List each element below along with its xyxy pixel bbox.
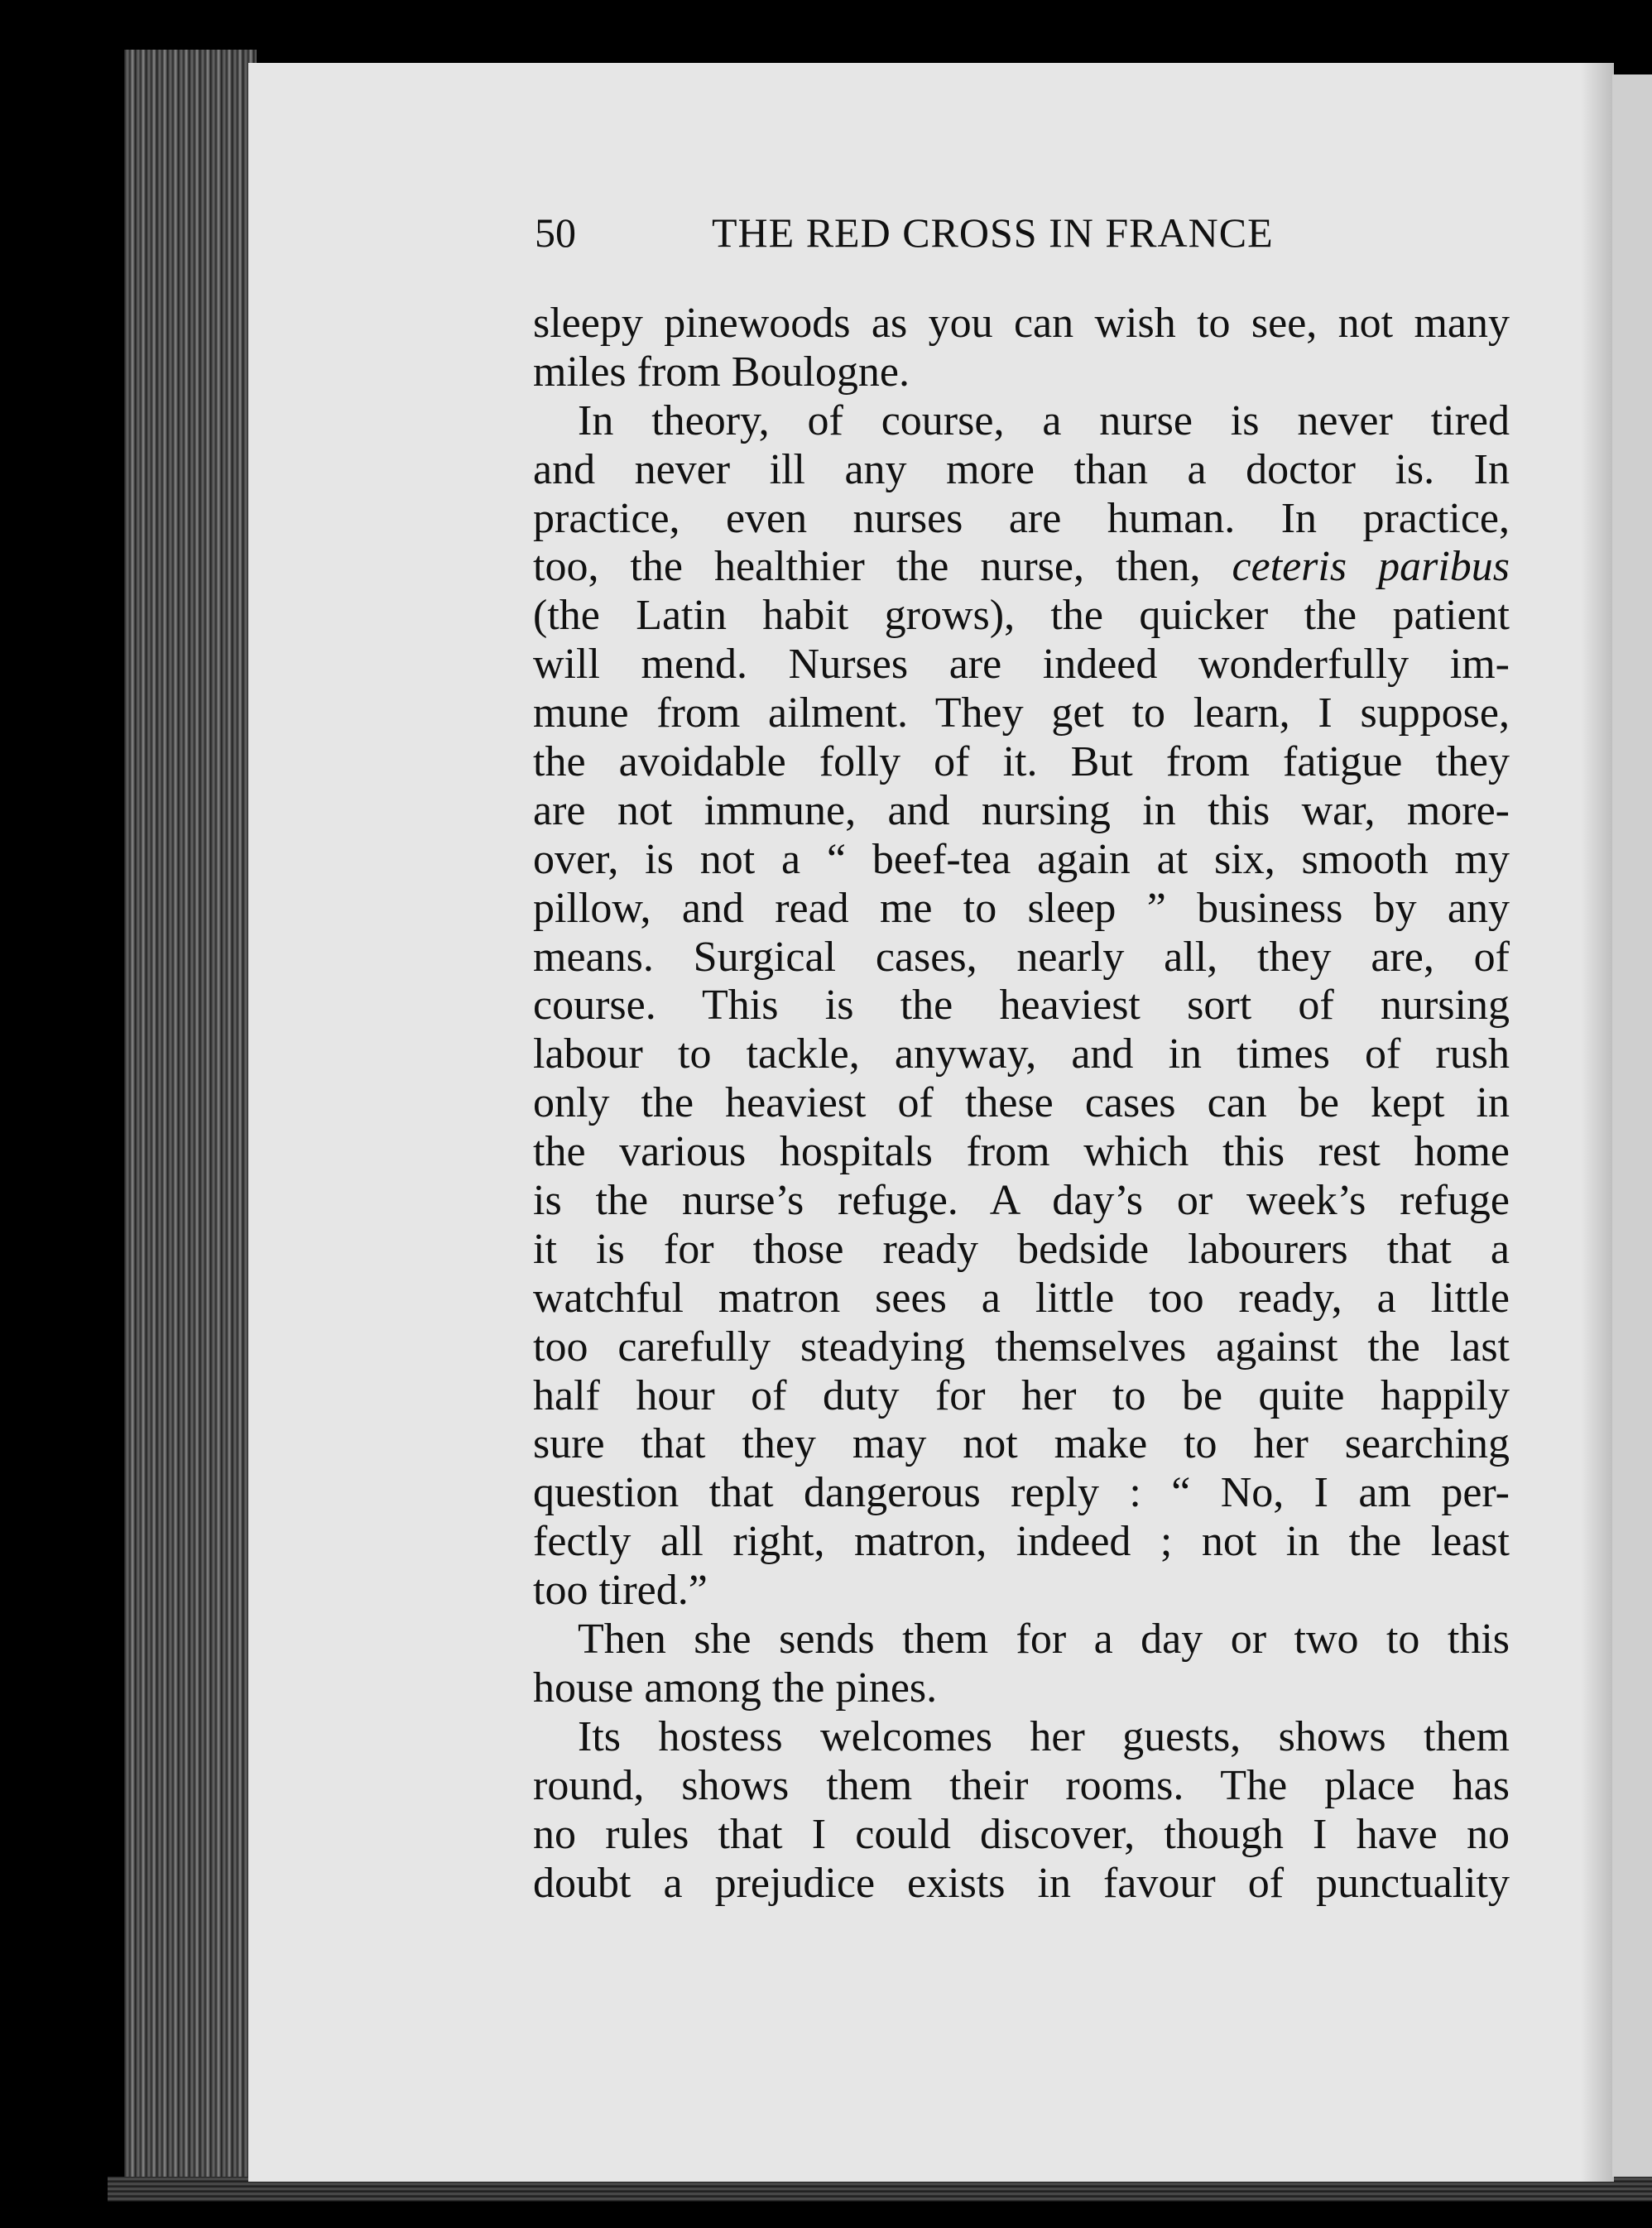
text-line: pillow, and read me to sleep ” business by any <box>533 884 1510 932</box>
text-line: no rules that I could discover, though I have no <box>533 1810 1510 1858</box>
text-line: watchful matron sees a little too ready, a little <box>533 1274 1510 1322</box>
body-text <box>533 300 1510 1908</box>
text-line: half hour of duty for her to be quite happily <box>533 1371 1510 1419</box>
text-line: Its hostess welcomes her guests, shows them <box>578 1712 1510 1760</box>
text-line: round, shows them their rooms. The place has <box>533 1761 1510 1809</box>
text-line: practice, even nurses are human. In practice, <box>533 494 1510 542</box>
text-line: over, is not a “ beef-tea again at six, smooth my <box>533 835 1510 883</box>
text-line: the avoidable folly of it. But from fatigue they <box>533 738 1510 786</box>
text-line: (the Latin habit grows), the quicker the patient <box>533 592 1510 640</box>
facing-page-edge <box>1612 74 1652 2177</box>
text-line: too, the healthier the nurse, then, ceteris paribus <box>533 543 1510 591</box>
text-line: and never ill any more than a doctor is. In <box>533 445 1510 493</box>
text-line: too tired.” <box>533 1567 708 1615</box>
running-head-title: THE RED CROSS IN FRANCE <box>712 209 1274 256</box>
text-line: the various hospitals from which this rest home <box>533 1128 1510 1176</box>
text-line: too carefully steadying themselves against the last <box>533 1323 1510 1371</box>
page-number: 50 <box>535 209 576 256</box>
text-line: In theory, of course, a nurse is never tired <box>578 396 1510 444</box>
page-gutter-shadow <box>1581 63 1614 2182</box>
text-line: it is for those ready bedside labourers that a <box>533 1225 1510 1273</box>
text-line: question that dangerous reply : “ No, I am per- <box>533 1469 1510 1517</box>
text-line: doubt a prejudice exists in favour of punctuality <box>533 1859 1510 1907</box>
text-line: miles from Boulogne. <box>533 348 910 396</box>
text-line: are not immune, and nursing in this war, more- <box>533 786 1510 834</box>
text-line: house among the pines. <box>533 1664 938 1712</box>
text-line: sure that they may not make to her searching <box>533 1420 1510 1468</box>
text-line: labour to tackle, anyway, and in times of rush <box>533 1030 1510 1078</box>
text-line: course. This is the heaviest sort of nursing <box>533 982 1510 1030</box>
latin-phrase: ceteris paribus <box>1232 543 1510 591</box>
running-head <box>535 209 1503 266</box>
text-line: mune from ailment. They get to learn, I suppose, <box>533 689 1510 737</box>
text-line: will mend. Nurses are indeed wonderfully im- <box>533 641 1510 689</box>
text-line: sleepy pinewoods as you can wish to see, not many <box>533 300 1510 347</box>
book-fore-edge <box>124 50 257 2185</box>
text-line: fectly all right, matron, indeed ; not in the least <box>533 1518 1510 1566</box>
text-line: Then she sends them for a day or two to this <box>578 1616 1510 1664</box>
text-line: only the heaviest of these cases can be kept in <box>533 1079 1510 1127</box>
text-line: is the nurse’s refuge. A day’s or week’s refuge <box>533 1177 1510 1225</box>
text-line: means. Surgical cases, nearly all, they are, of <box>533 933 1510 981</box>
